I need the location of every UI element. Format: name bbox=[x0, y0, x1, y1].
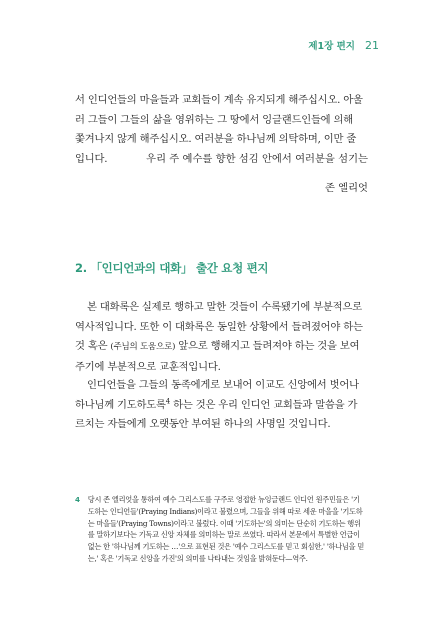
body-paragraph-3 bbox=[75, 376, 365, 435]
section-heading: 2. 「인디언과의 대화」 출간 요청 편지 bbox=[75, 261, 269, 275]
footnote-text: 당시 존 엘리엇을 통하여 예수 그리스도를 구주로 영접한 뉴잉글랜드 인디언 원주민들은 '기도하는 인디언들'(Praying Indians)이라고 불렸으며, 그들을 위해 따로 세운 마을을 '기도하는 마을들'(Praying Towns)이라고 불렀다. 이때 '기도하는'의 의미는 단순히 기도하는 행위를 말하기보다는 기독교 신앙 자체를 의미하는 말로 쓰였다. 따라서 본문에서 특별한 언급이 없는 한 '하나님께 기도하는 …'으로 표현된 것은 '예수 그리스도를 믿고 회심한,' '하나님을 믿는,' 혹은 '기독교 신앙을 가진'의 의미를 나타내는 것임을 밝혀둔다—역주. bbox=[87, 495, 365, 563]
signature-name: 존 엘리엇 bbox=[324, 182, 368, 194]
footnote-number: 4 bbox=[75, 495, 80, 504]
paragraph-2-text-b: 앞으로 행해지고 들려져야 하는 것을 보여주기에 부분적으로 교훈적입니다. bbox=[75, 340, 360, 373]
body-paragraph-2 bbox=[75, 298, 365, 377]
footnote bbox=[75, 494, 365, 565]
body-paragraph-1: 서 인디언들의 마을들과 교회들이 계속 유지되게 해주십시오. 아울러 그들이 그들의 삶을 영위하는 그 땅에서 잉글랜드인들에 의해 쫓겨나지 않게 해주십시오. 여러분을 하나님께 의탁하며, 이만 줄입니다. bbox=[75, 94, 363, 165]
paragraph-2-parenthetical: (주님의 도움으로) bbox=[110, 342, 176, 352]
closing-line: 우리 주 예수를 향한 섬김 안에서 여러분을 섬기는 bbox=[146, 153, 368, 165]
chapter-title: 제1장 편지 bbox=[308, 41, 355, 52]
page-number: 21 bbox=[365, 39, 379, 52]
paragraph-2-text-a: 본 대화록은 실제로 행하고 말한 것들이 수록됐기에 부분적으로 역사적입니다. 또한 이 대화록은 동일한 상황에서 들려졌어야 하는 것 혹은 bbox=[75, 301, 363, 352]
running-header bbox=[308, 38, 379, 52]
paragraph-3-text-b: 하는 것은 우리 인디언 교회들과 말씀을 가르치는 자들에게 오랫동안 부여된 하나의 사명일 것입니다. bbox=[75, 398, 358, 430]
paragraph-3-text-a: 인디언들을 그들의 동족에게로 보내어 이교도 신앙에서 벗어나 하나님께 기도하도록 bbox=[75, 379, 359, 411]
footnote-reference: 4 bbox=[165, 397, 171, 406]
